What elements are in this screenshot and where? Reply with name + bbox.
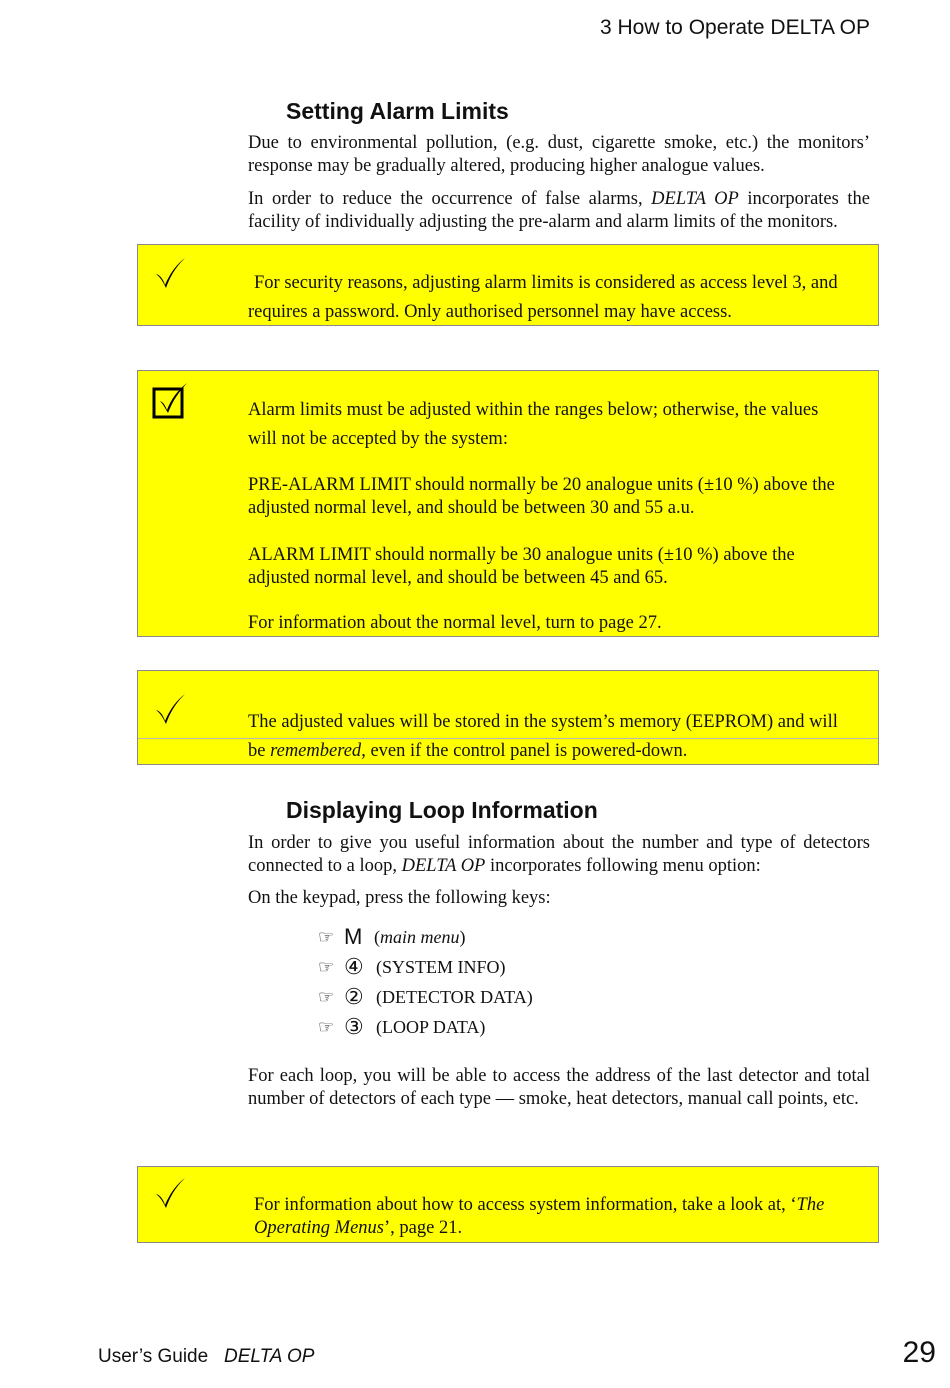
product-name: DELTA OP bbox=[651, 189, 739, 209]
note-box-security bbox=[137, 244, 879, 326]
check-icon bbox=[152, 255, 188, 291]
product-name: DELTA OP bbox=[401, 856, 486, 876]
note-text-line: The adjusted values will be stored in the system’s memory (EEPROM) and will bbox=[248, 712, 838, 732]
pointing-hand-icon: ☞ bbox=[318, 986, 335, 1007]
note-box-eeprom bbox=[137, 670, 879, 765]
section-heading-displaying-loop-information: Displaying Loop Information bbox=[286, 797, 598, 823]
paragraph-environmental-pollution: Due to environmental pollution, (e.g. dust, cigarette smoke, etc.) the monitors’ response may be gradually altered, producing higher analogue values. bbox=[248, 133, 870, 176]
product-name: DELTA OP bbox=[224, 1346, 315, 1367]
alarm-limit-text: ALARM LIMIT should normally be 30 analogue units (±10 %) above the adjusted normal level, and should be between 45 and 65. bbox=[248, 545, 795, 588]
key-sequence-list bbox=[318, 922, 533, 1042]
reference-title: The bbox=[796, 1195, 825, 1215]
emphasis: remembered bbox=[270, 741, 362, 761]
key-2: ② bbox=[344, 984, 364, 1009]
note-text-line: For information about how to access system information, take a look at, ‘The bbox=[254, 1195, 825, 1215]
pointing-hand-icon: ☞ bbox=[318, 1016, 335, 1037]
note-text-line: requires a password. Only authorised personnel may have access. bbox=[248, 302, 732, 322]
pre-alarm-limit-text: PRE-ALARM LIMIT should normally be 20 analogue units (±10 %) above the adjusted normal level, and should be between 30 and 55 a.u. bbox=[248, 475, 835, 518]
paragraph-keypad-instruction: On the keypad, press the following keys: bbox=[248, 888, 551, 908]
note-text-line: Operating Menus’, page 21. bbox=[254, 1218, 463, 1238]
key-3: ③ bbox=[344, 1014, 364, 1039]
note-text-line: Alarm limits must be adjusted within the ranges below; otherwise, the values bbox=[248, 400, 819, 420]
note-text-line: be remembered, even if the control panel is powered-down. bbox=[248, 741, 688, 761]
key-description: SYSTEM INFO bbox=[382, 956, 500, 977]
reference-title: Operating Menus bbox=[254, 1218, 384, 1238]
key-step: ☞ ③ (LOOP DATA) bbox=[318, 1014, 486, 1039]
pointing-hand-icon: ☞ bbox=[318, 926, 335, 947]
check-icon bbox=[152, 1175, 188, 1211]
pointing-hand-icon: ☞ bbox=[318, 956, 335, 977]
paragraph-loop-information: In order to give you useful information about the number and type of detectors connected to a loop, DELTA OP incorporates following menu option: bbox=[248, 833, 870, 876]
key-description: LOOP DATA bbox=[382, 1016, 480, 1037]
key-m: M bbox=[344, 924, 363, 949]
note-text-line: will not be accepted by the system: bbox=[248, 429, 508, 449]
key-step: ☞ ② (DETECTOR DATA) bbox=[318, 984, 533, 1009]
section-heading-setting-alarm-limits: Setting Alarm Limits bbox=[286, 98, 509, 124]
page-number: 29 bbox=[902, 1336, 936, 1369]
note-box-alarm-limit-ranges bbox=[137, 370, 879, 637]
key-description: DETECTOR DATA bbox=[382, 986, 527, 1007]
key-step: ☞ ④ (SYSTEM INFO) bbox=[318, 954, 506, 979]
divider bbox=[138, 738, 878, 739]
note-box-operating-menus bbox=[137, 1166, 879, 1243]
paragraph-loop-access: For each loop, you will be able to access the address of the last detector and total number of detectors of each type — smoke, heat detectors, manual call points, etc. bbox=[248, 1066, 870, 1109]
running-footer bbox=[98, 1346, 314, 1368]
running-header: 3 How to Operate DELTA OP bbox=[599, 16, 870, 39]
note-text-line: For security reasons, adjusting alarm limits is considered as access level 3, and bbox=[254, 273, 838, 293]
normal-level-reference: For information about the normal level, turn to page 27. bbox=[248, 613, 662, 633]
key-description: main menu bbox=[380, 926, 460, 947]
check-icon bbox=[152, 691, 188, 727]
key-step: ☞ M (main menu) bbox=[318, 924, 466, 949]
paragraph-false-alarms: In order to reduce the occurrence of false alarms, DELTA OP incorporates the facility of individually adjusting the pre-alarm and alarm limits of the monitors. bbox=[248, 189, 870, 232]
guide-label: User’s Guide bbox=[98, 1346, 209, 1367]
checkbox-checked-icon bbox=[152, 381, 190, 419]
key-4: ④ bbox=[344, 954, 364, 979]
